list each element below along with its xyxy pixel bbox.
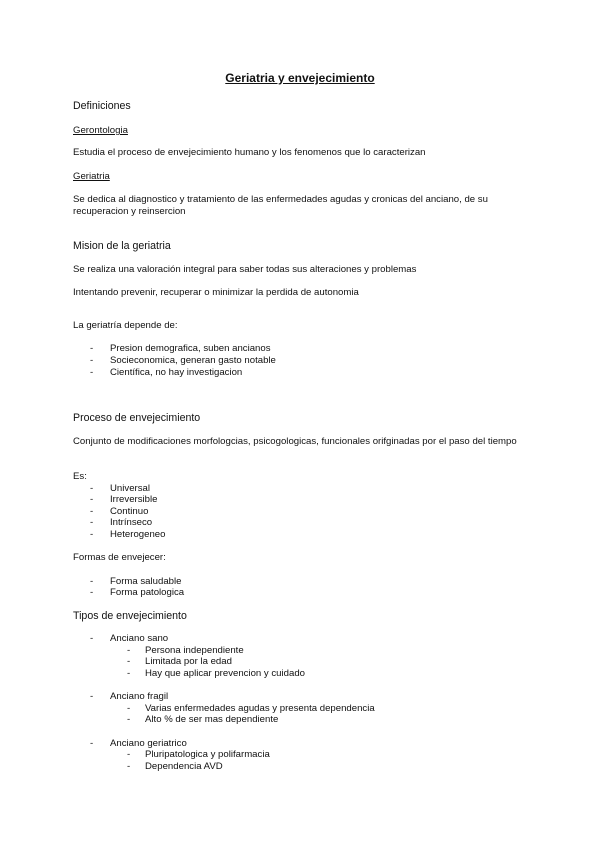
formas-label: Formas de envejecer: xyxy=(73,552,166,563)
geriatria-text: Se dedica al diagnostico y tratamiento de las enfermedades agudas y cronicas del anciano, de su recuperacion y reinsercion xyxy=(73,194,488,217)
gerontologia-label: Gerontologia xyxy=(73,125,128,136)
proceso-heading: Proceso de envejecimiento xyxy=(73,412,201,424)
mision-paragraph-1: Se realiza una valoración integral para saber todas sus alteraciones y problemas xyxy=(73,264,417,275)
document-page: Geriatria y envejecimiento Definiciones Gerontologia Estudia el proceso de envejecimiento humano y los fenomenos que lo caracterizan Geriatria Se dedica al diagnostico y tratamiento de las enfermedades agudas y cronicas del anciano, de su recuperacion y reinsercion Mision de la geriatria Se realiza una valoración integral para saber todas sus alteraciones y problemas Intentando prevenir, recuperar o minimizar la perdida de autonomia La geriatría depende de: - Presion demografica, suben ancianos - Socieconomica, generan gasto notable - Científica, no hay investigacion Proceso de envejecimiento Conjunto de modificaciones morfologcias, psicogologicas, funcionales orifginadas por el paso del tiempo Es: - Universal - Irreversible - Continuo - Intrínseco - Heterogeneo Formas de envejecer: - Forma saludable - Forma patologica Tipos de envejecimiento - Anciano sano - Persona independiente - Limitada por la edad - Hay que aplicar prevencion y cuidado - Anciano fragil - Varias enfermedades agudas y presenta dependencia - Alto % de ser mas dependiente - Anciano geriatrico - Pluripatologica y polifarmacia - Dependencia AVD xyxy=(0,0,600,848)
geriatria-label: Geriatria xyxy=(73,171,110,182)
proceso-text: Conjunto de modificaciones morfologcias, psicogologicas, funcionales orifginadas por el paso del tiempo xyxy=(73,436,517,447)
tipos-heading: Tipos de envejecimiento xyxy=(73,610,187,622)
es-label: Es: xyxy=(73,471,87,482)
mision-paragraph-2: Intentando prevenir, recuperar o minimizar la perdida de autonomia xyxy=(73,287,359,298)
mision-heading: Mision de la geriatria xyxy=(73,240,171,252)
document-title: Geriatria y envejecimiento xyxy=(225,71,375,85)
definiciones-heading: Definiciones xyxy=(73,100,131,112)
depende-heading: La geriatría depende de: xyxy=(73,320,178,331)
gerontologia-text: Estudia el proceso de envejecimiento humano y los fenomenos que lo caracterizan xyxy=(73,147,426,158)
